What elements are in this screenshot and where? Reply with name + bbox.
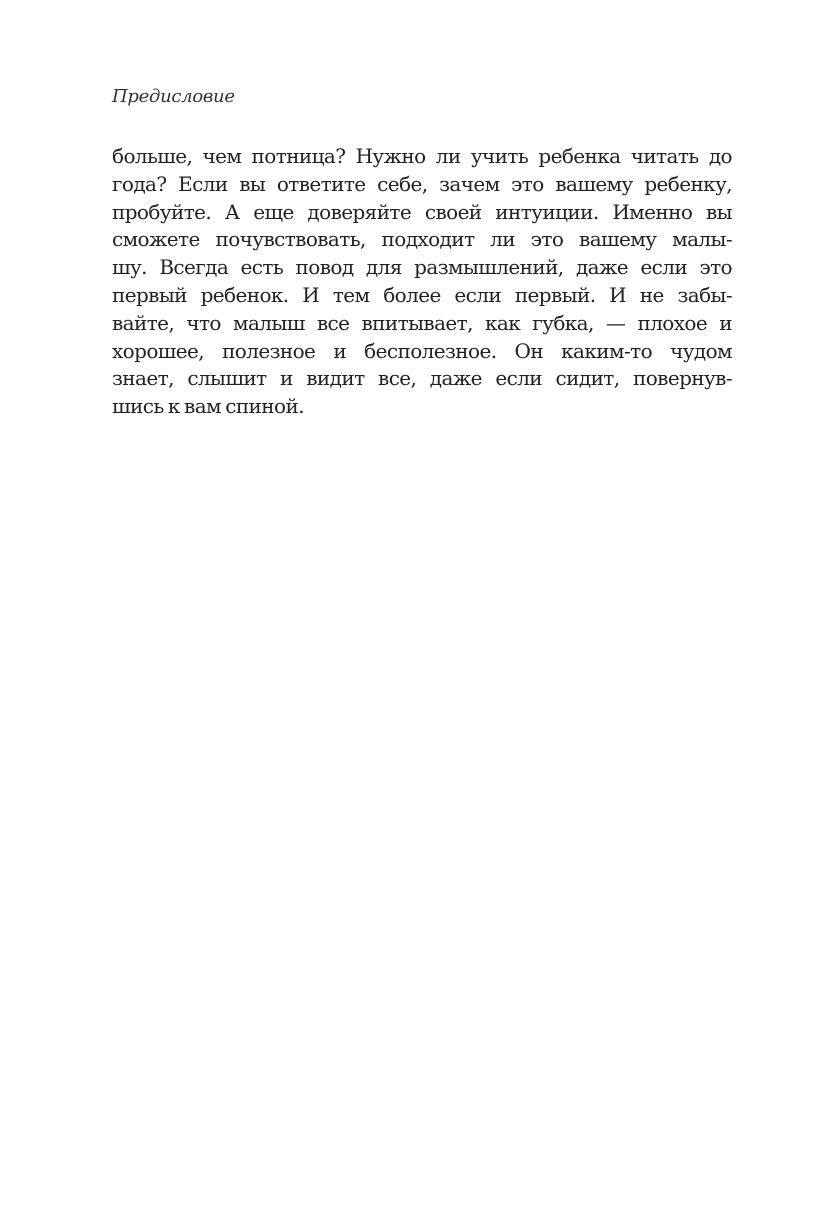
- text-line: больше, чем потница? Нужно ли учить ребенка читать до: [112, 144, 732, 168]
- text-line: шись к вам спиной.: [112, 394, 304, 419]
- text-line: знает, слышит и видит все, даже если сидит, повернув-: [112, 366, 732, 391]
- text-line: вайте, что малыш все впитывает, как губка, — плохое и: [112, 310, 732, 335]
- text-line: пробуйте. А еще доверяйте своей интуиции. Именно вы: [112, 199, 732, 224]
- text-line: сможете почувствовать, подходит ли это вашему малы-: [112, 227, 732, 252]
- text-line: первый ребенок. И тем более если первый. И не забы-: [112, 282, 732, 307]
- body-paragraph: [112, 143, 732, 421]
- text-line: года? Если вы ответите себе, зачем это вашему ребенку,: [112, 171, 732, 196]
- text-line: шу. Всегда есть повод для размышлений, даже если это: [112, 255, 732, 280]
- running-head-title: Предисловие: [112, 86, 235, 107]
- text-line: хорошее, полезное и бесполезное. Он каким-то чудом: [112, 338, 732, 363]
